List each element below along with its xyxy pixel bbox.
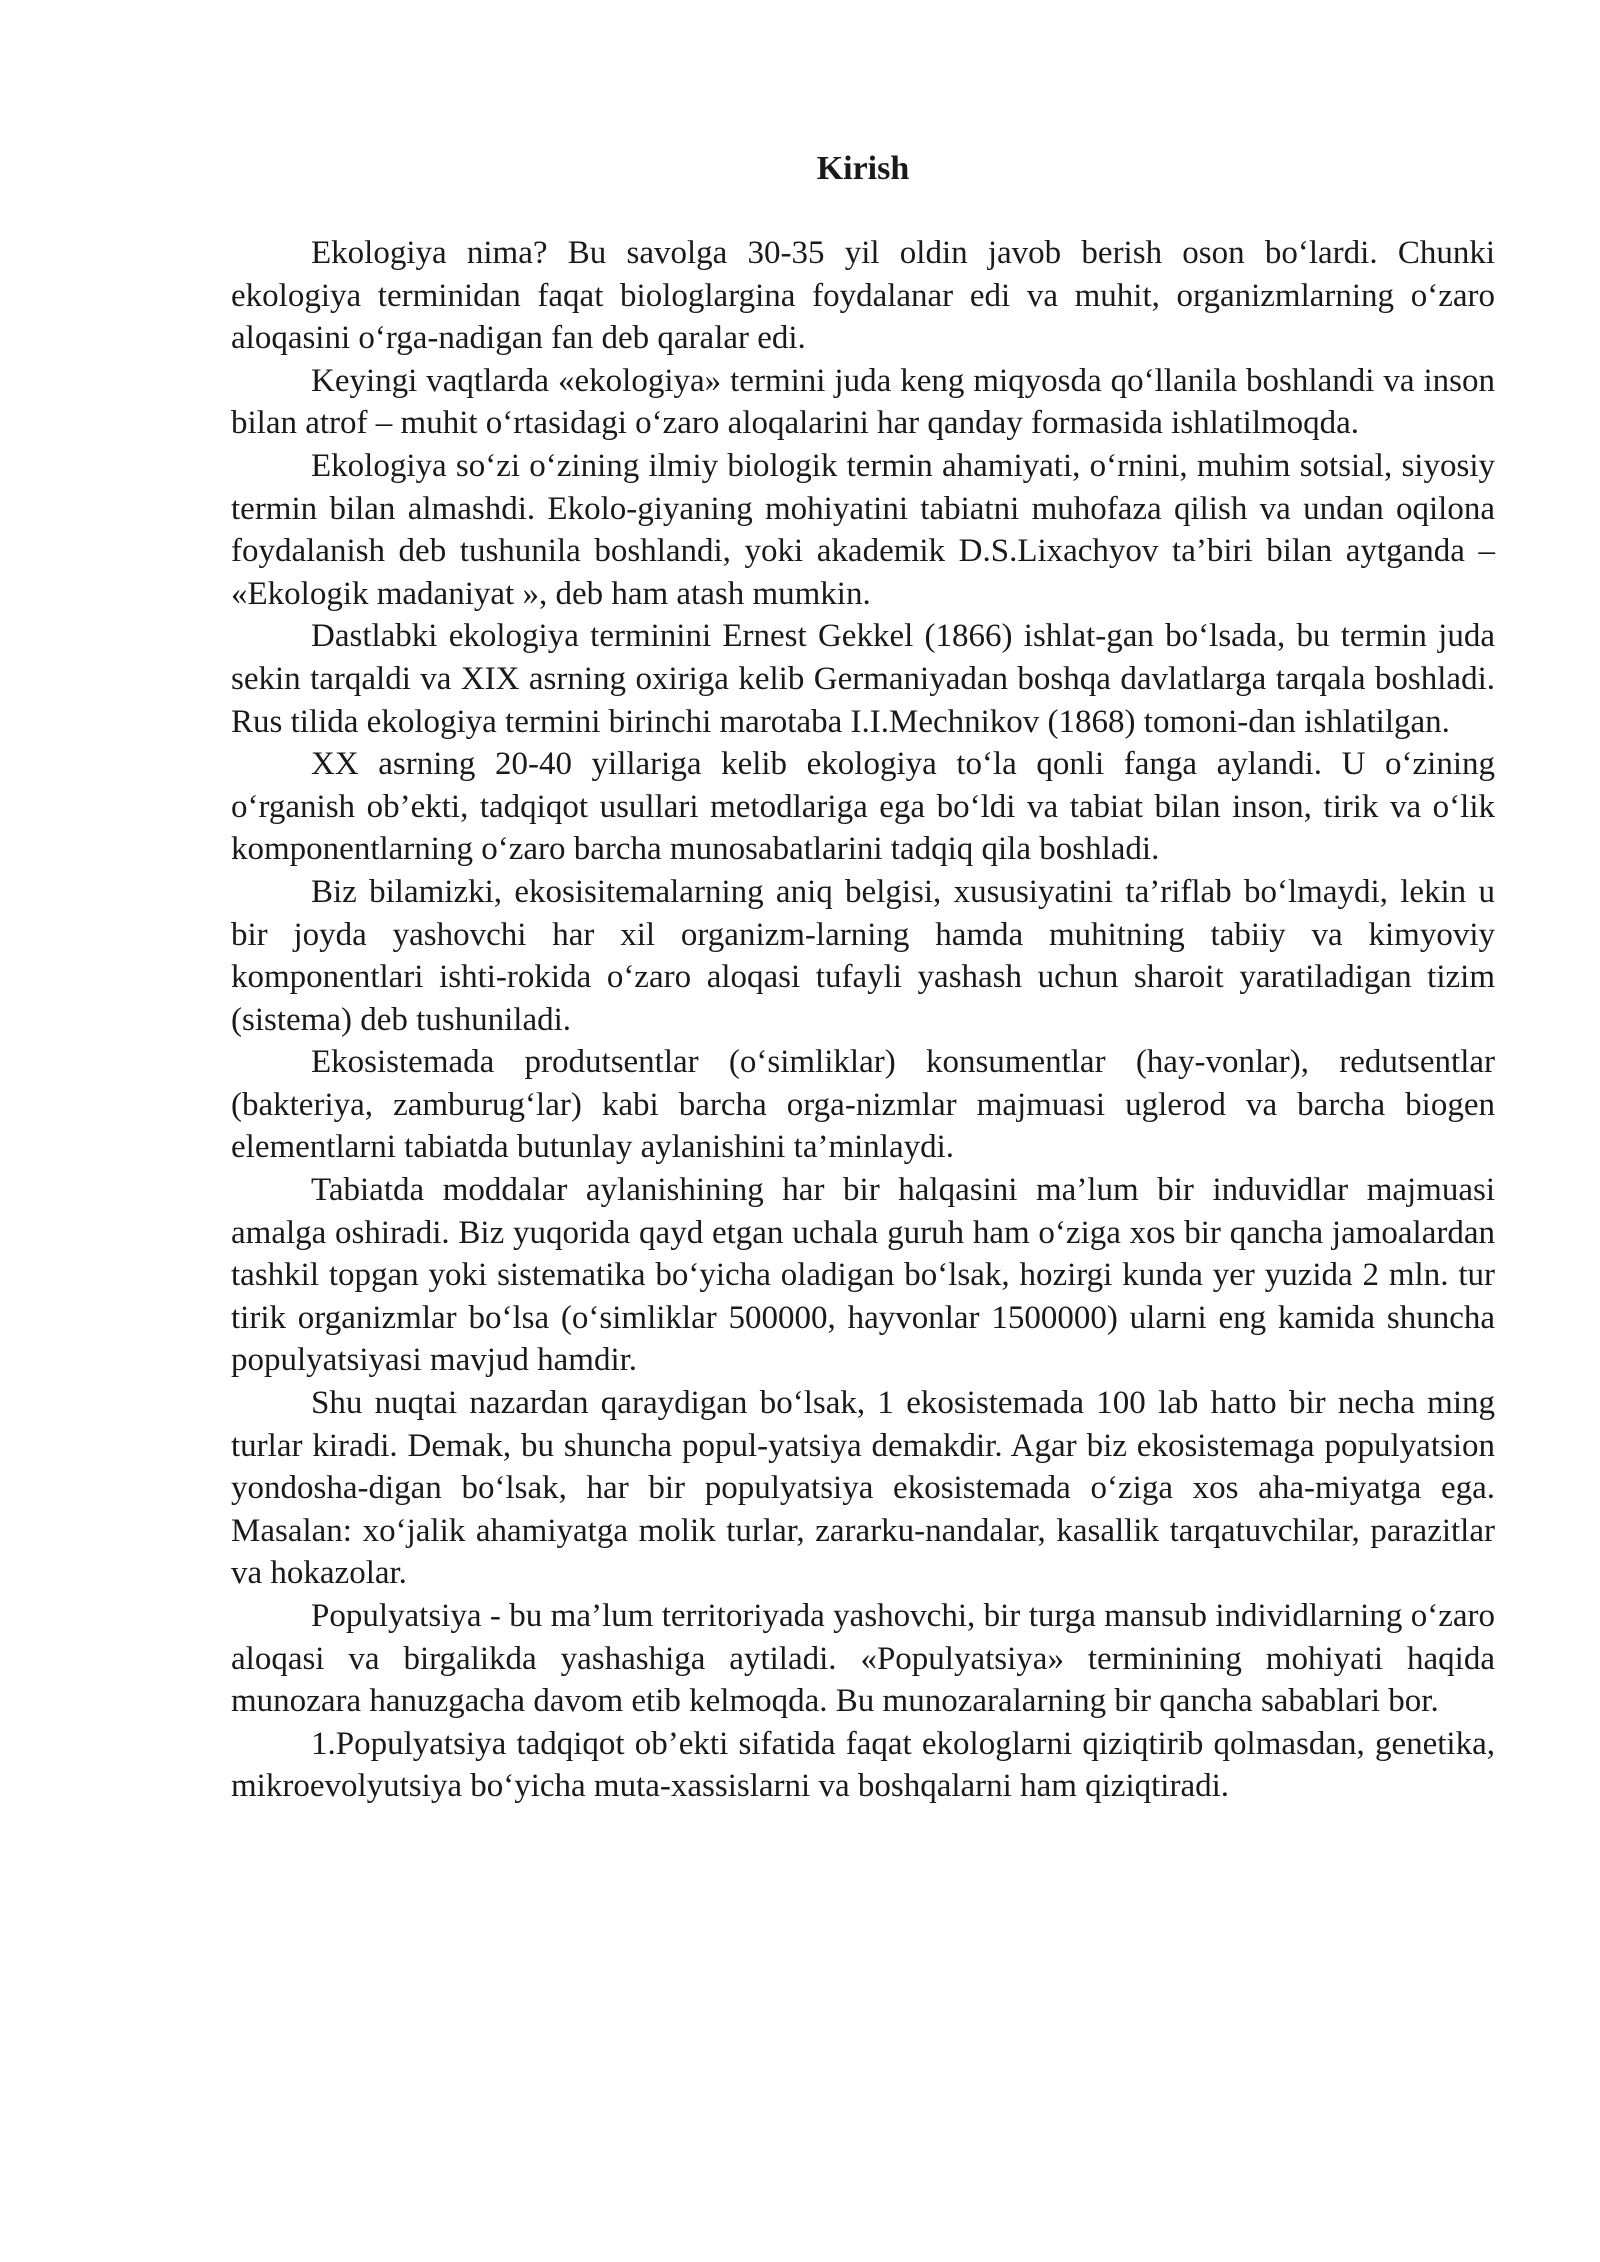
paragraph-5: XX asrning 20-40 yillariga kelib ekologiya to‘la qonli fanga aylandi. U o‘zining o‘rganish ob’ekti, tadqiqot usullari metodlariga ega bo‘ldi va tabiat bilan inson, tirik va o‘lik komponentlarning o‘zaro barcha munosabatlarini tadqiq qila boshladi. (231, 746, 1495, 868)
paragraph-4: Dastlabki ekologiya terminini Ernest Gekkel (1866) ishlat-gan bo‘lsada, bu termin juda sekin tarqaldi va XIX asrning oxiriga kelib Germaniyadan boshqa davlatlarga tarqala boshladi. Rus tilida ekologiya termini birinchi marotaba I.I.Mechnikov (1868) tomoni-dan ishlatilgan. (231, 618, 1495, 740)
paragraph-10: Populyatsiya - bu ma’lum territoriyada yashovchi, bir turga mansub individlarning o‘zaro aloqasi va birgalikda yashashiga aytiladi. «Populyatsiya» terminining mohiyati haqida munozara hanuzgacha davom etib kelmoqda. Bu munozaralarning bir qancha sabablari bor. (231, 1598, 1495, 1720)
paragraph-6: Biz bilamizki, ekosisitemalarning aniq belgisi, xususiyatini ta’riflab bo‘lmaydi, lekin u bir joyda yashovchi har xil organizm-larning hamda muhitning tabiiy va kimyoviy komponentlari ishti-rokida o‘zaro aloqasi tufayli yashash uchun sharoit yaratiladigan tizim (sistema) deb tushuniladi. (231, 873, 1495, 1038)
paragraph-3: Ekologiya so‘zi o‘zining ilmiy biologik termin ahamiyati, o‘rnini, muhim sotsial, siyosiy termin bilan almashdi. Ekolo-giyaning mohiyatini tabiatni muhofaza qilish va undan oqilona foydalanish deb tushunila boshlandi, yoki akademik D.S.Lixachyov ta’biri bilan aytganda – «Ekologik madaniyat », deb ham atash mumkin. (231, 447, 1495, 612)
page-title: Kirish (816, 150, 910, 187)
paragraph-2: Keyingi vaqtlarda «ekologiya» termini juda keng miqyosda qo‘llanila boshlandi va inson bilan atrof – muhit o‘rtasidagi o‘zaro aloqalarini har qanday formasida ishlatilmoqda. (231, 362, 1495, 442)
paragraph-1: Ekologiya nima? Bu savolga 30-35 yil oldin javob berish oson bo‘lardi. Chunki ekologiya terminidan faqat biologlargina foydalanar edi va muhit, organizmlarning o‘zaro aloqasini o‘rga-nadigan fan deb qaralar edi. (231, 235, 1495, 357)
paragraph-8: Tabiatda moddalar aylanishining har bir halqasini ma’lum bir induvidlar majmuasi amalga oshiradi. Biz yuqorida qayd etgan uchala guruh ham o‘ziga xos bir qancha jamoalardan tashkil topgan yoki sistematika bo‘yicha oladigan bo‘lsak, hozirgi kunda yer yuzida 2 mln. tur tirik organizmlar bo‘lsa (o‘simliklar 500000, hayvonlar 1500000) ularni eng kamida shuncha populyatsiyasi mavjud hamdir. (231, 1172, 1495, 1379)
paragraph-11: 1.Populyatsiya tadqiqot ob’ekti sifatida faqat ekologlarni qiziqtirib qolmasdan, genetika, mikroevolyutsiya bo‘yicha muta-xassislarni va boshqalarni ham qiziqtiradi. (231, 1725, 1495, 1805)
paragraph-9: Shu nuqtai nazardan qaraydigan bo‘lsak, 1 ekosistemada 100 lab hatto bir necha ming turlar kiradi. Demak, bu shuncha popul-yatsiya demakdir. Agar biz ekosistemaga populyatsion yondosha-digan bo‘lsak, har bir populyatsiya ekosistemada o‘ziga xos aha-miyatga ega. Masalan: xo‘jalik ahamiyatga molik turlar, zararku-nandalar, kasallik tarqatuvchilar, parazitlar va hokazolar. (231, 1385, 1495, 1592)
paragraph-7: Ekosistemada produtsentlar (o‘simliklar) konsumentlar (hay-vonlar), redutsentlar (bakteriya, zamburug‘lar) kabi barcha orga-nizmlar majmuasi uglerod va barcha biogen elementlarni tabiatda butunlay aylanishini ta’minlaydi. (231, 1044, 1495, 1166)
document-body (231, 148, 1495, 1808)
